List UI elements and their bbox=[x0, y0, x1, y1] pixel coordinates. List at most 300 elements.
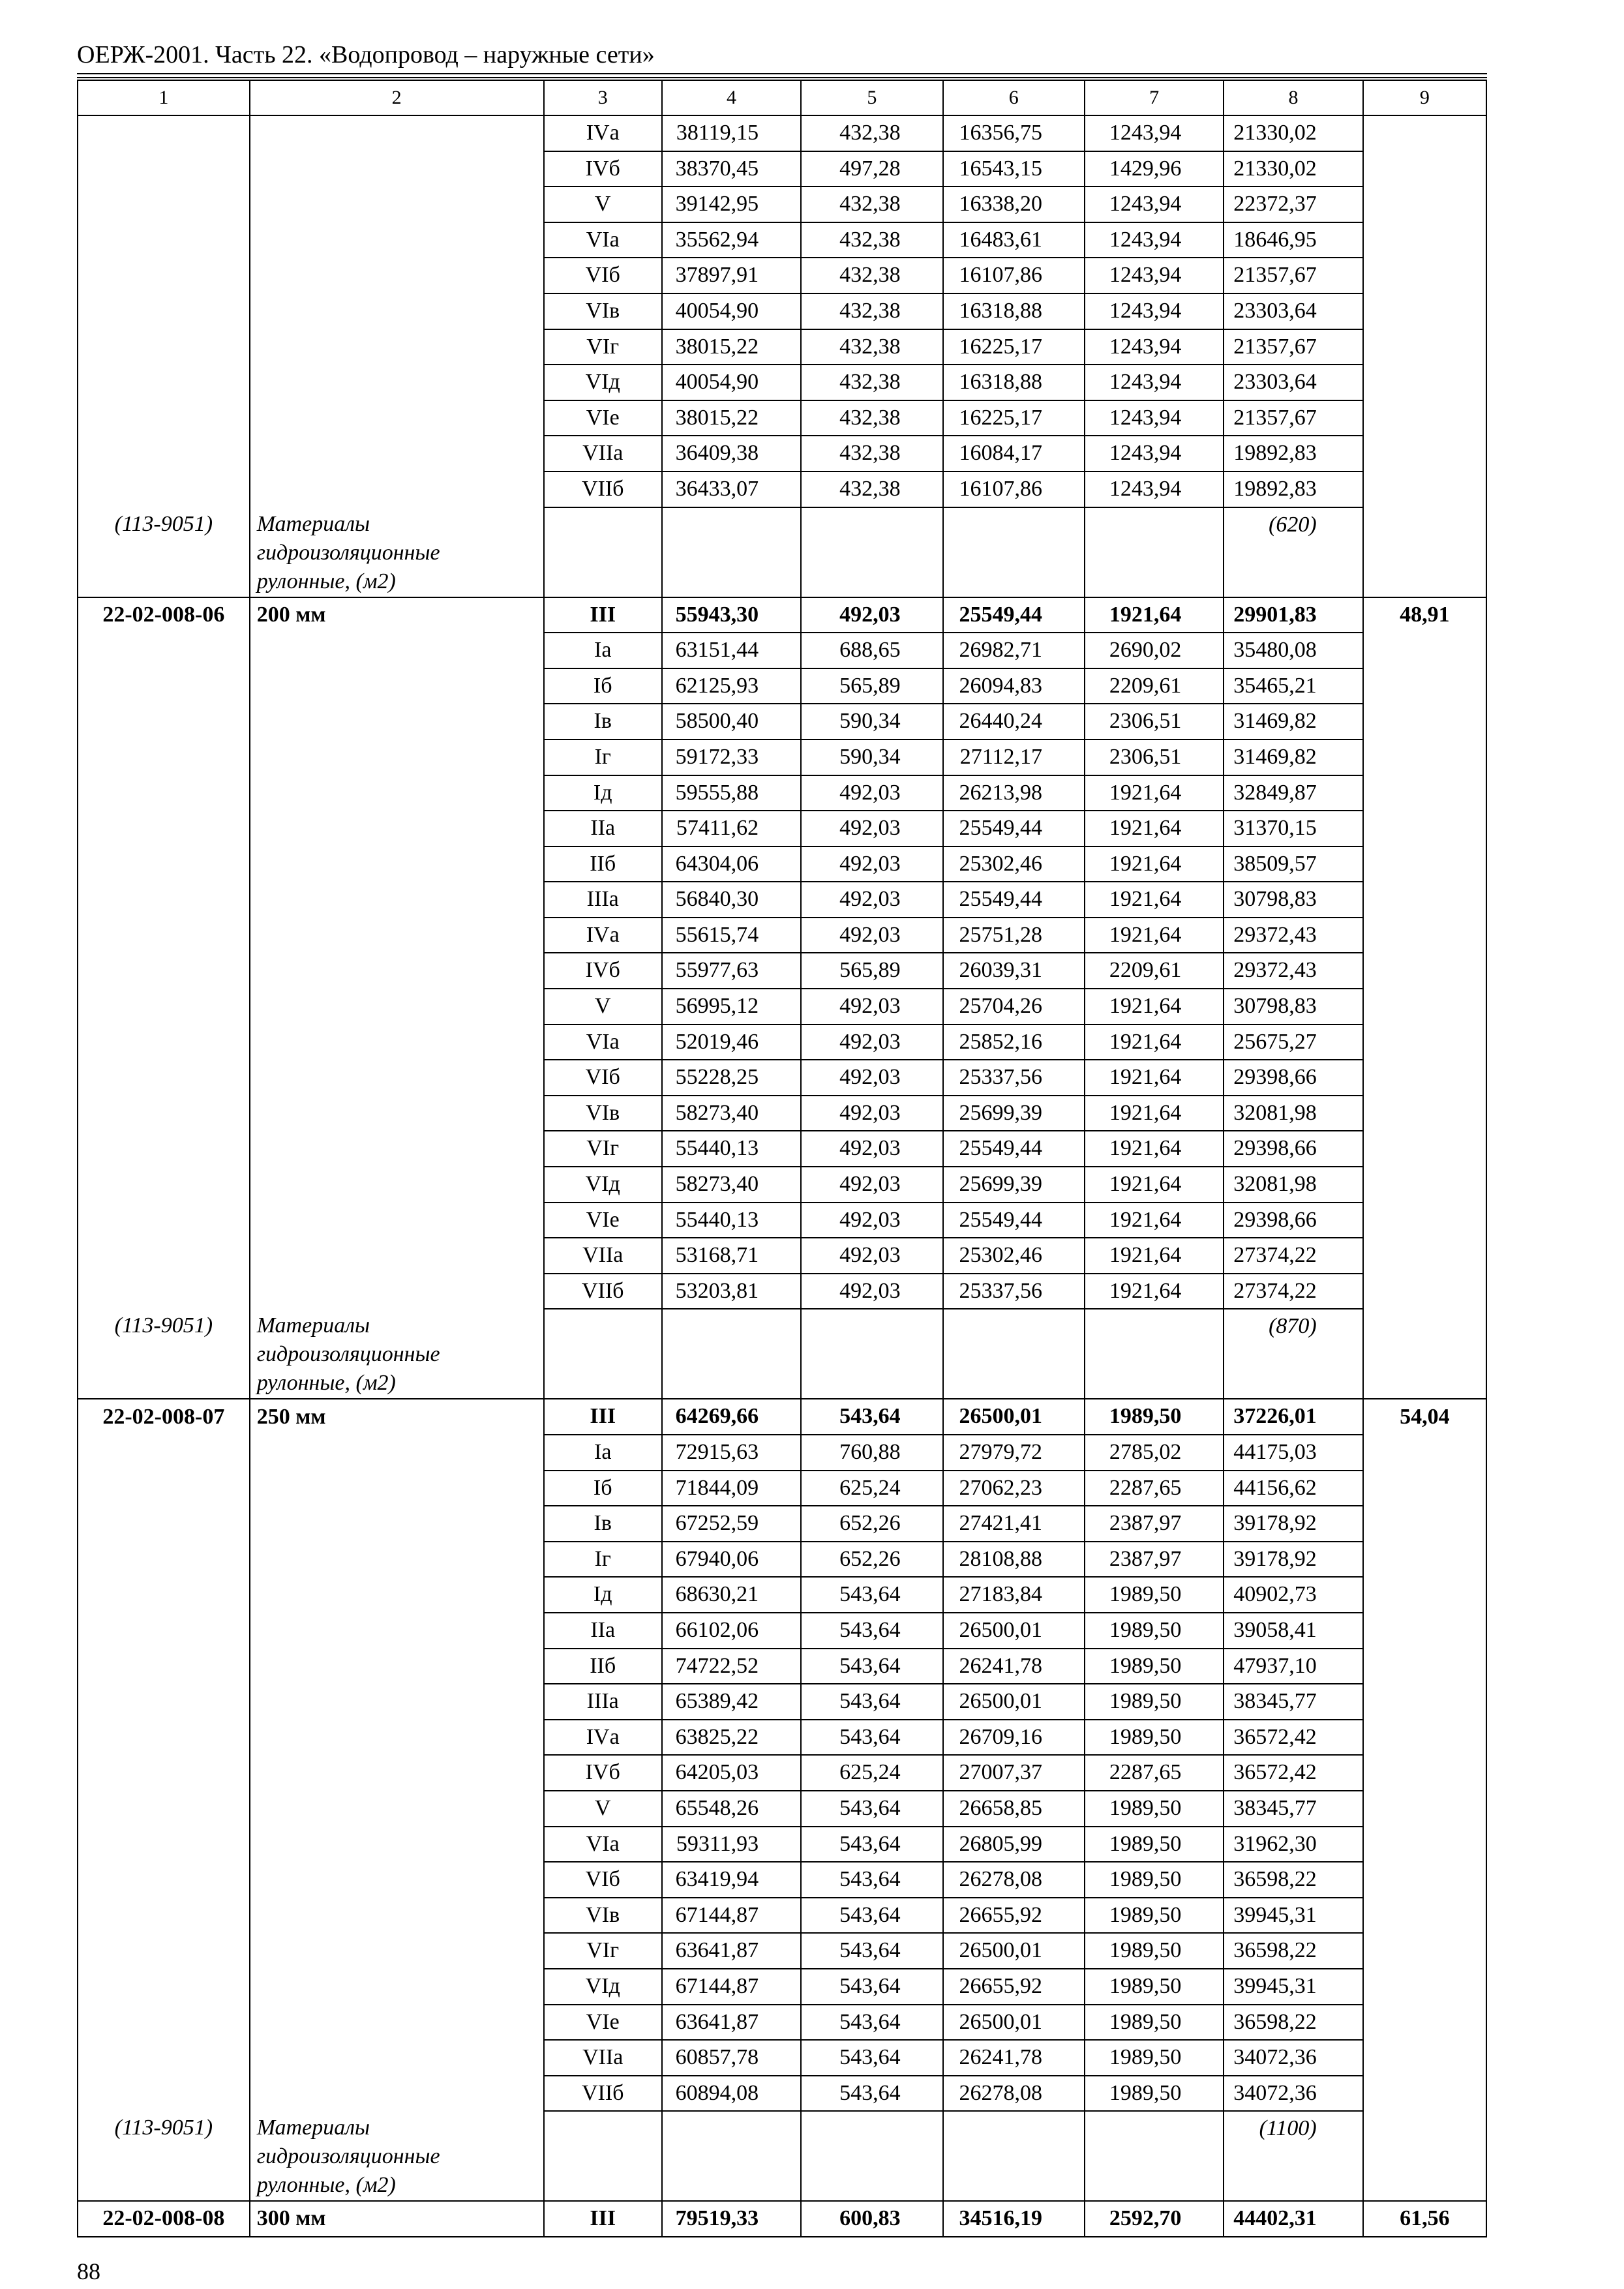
labor-cell bbox=[1363, 1577, 1486, 1613]
empty-cell bbox=[662, 2111, 801, 2201]
rate-name-cell bbox=[250, 882, 544, 918]
rate-code-cell bbox=[78, 1506, 250, 1542]
materials-cell: 38509,57 bbox=[1224, 846, 1362, 882]
total-cost-cell: 63151,44 bbox=[662, 633, 801, 668]
machines-cell: 25549,44 bbox=[943, 1131, 1085, 1167]
rate-code-cell bbox=[78, 1542, 250, 1578]
machines-cell: 16225,17 bbox=[943, 400, 1085, 436]
machines-cell: 26658,85 bbox=[943, 1791, 1085, 1827]
table-row bbox=[78, 597, 1486, 633]
zone-cell: III bbox=[544, 1399, 662, 1435]
column-header-7: 7 bbox=[1085, 80, 1224, 115]
total-cost-cell: 55615,74 bbox=[662, 918, 801, 953]
materials-cell: 27374,22 bbox=[1224, 1238, 1362, 1274]
rate-name-cell bbox=[250, 365, 544, 400]
rate-name-cell bbox=[250, 2076, 544, 2112]
table-row bbox=[78, 1025, 1486, 1060]
wages-cell: 543,64 bbox=[801, 2040, 942, 2076]
total-cost-cell: 53168,71 bbox=[662, 1238, 801, 1274]
total-cost-cell: 67144,87 bbox=[662, 1898, 801, 1934]
machine-wages-cell: 1921,64 bbox=[1085, 918, 1224, 953]
labor-cell bbox=[1363, 668, 1486, 704]
table-row bbox=[78, 2005, 1486, 2041]
materials-cell: 36598,22 bbox=[1224, 1933, 1362, 1969]
table-row bbox=[78, 1203, 1486, 1238]
labor-cell bbox=[1363, 2005, 1486, 2041]
machines-cell: 26500,01 bbox=[943, 1933, 1085, 1969]
materials-cell: 37226,01 bbox=[1224, 1399, 1362, 1435]
zone-cell: VIа bbox=[544, 222, 662, 258]
rate-code-cell bbox=[78, 1203, 250, 1238]
materials-cell: 39945,31 bbox=[1224, 1898, 1362, 1934]
machine-wages-cell: 1989,50 bbox=[1085, 1577, 1224, 1613]
machine-wages-cell: 1921,64 bbox=[1085, 1131, 1224, 1167]
materials-cell: 35465,21 bbox=[1224, 668, 1362, 704]
wages-cell: 688,65 bbox=[801, 633, 942, 668]
zone-cell: IIIа bbox=[544, 882, 662, 918]
material-amount-cell: (1100) bbox=[1224, 2111, 1362, 2201]
machine-wages-cell: 1989,50 bbox=[1085, 2076, 1224, 2112]
machines-cell: 16107,86 bbox=[943, 258, 1085, 293]
total-cost-cell: 68630,21 bbox=[662, 1577, 801, 1613]
materials-cell: 38345,77 bbox=[1224, 1684, 1362, 1720]
labor-cell bbox=[1363, 2040, 1486, 2076]
labor-cell bbox=[1363, 1435, 1486, 1471]
rate-name-cell bbox=[250, 953, 544, 989]
total-cost-cell: 38015,22 bbox=[662, 400, 801, 436]
machine-wages-cell: 2209,61 bbox=[1085, 668, 1224, 704]
rate-code-cell bbox=[78, 811, 250, 846]
wages-cell: 492,03 bbox=[801, 1203, 942, 1238]
materials-cell: 39058,41 bbox=[1224, 1613, 1362, 1649]
machine-wages-cell: 2592,70 bbox=[1085, 2201, 1224, 2237]
rate-code-cell bbox=[78, 1060, 250, 1096]
labor-cell bbox=[1363, 329, 1486, 365]
total-cost-cell: 59172,33 bbox=[662, 740, 801, 775]
rate-name-cell bbox=[250, 2005, 544, 2041]
wages-cell: 565,89 bbox=[801, 953, 942, 989]
wages-cell: 492,03 bbox=[801, 775, 942, 811]
wages-cell: 432,38 bbox=[801, 258, 942, 293]
total-cost-cell: 57411,62 bbox=[662, 811, 801, 846]
zone-cell: Iб bbox=[544, 1471, 662, 1506]
labor-cell bbox=[1363, 1613, 1486, 1649]
zone-cell: VIIб bbox=[544, 2076, 662, 2112]
column-header-9: 9 bbox=[1363, 80, 1486, 115]
total-cost-cell: 40054,90 bbox=[662, 293, 801, 329]
material-amount-cell: (870) bbox=[1224, 1309, 1362, 1399]
table-row bbox=[78, 1506, 1486, 1542]
total-cost-cell: 58500,40 bbox=[662, 704, 801, 740]
machines-cell: 27979,72 bbox=[943, 1435, 1085, 1471]
materials-cell: 29372,43 bbox=[1224, 953, 1362, 989]
rate-name-cell bbox=[250, 1167, 544, 1203]
rate-code-cell bbox=[78, 400, 250, 436]
machines-cell: 25549,44 bbox=[943, 1203, 1085, 1238]
zone-cell: IVб bbox=[544, 953, 662, 989]
table-row bbox=[78, 115, 1486, 151]
labor-cell bbox=[1363, 989, 1486, 1025]
total-cost-cell: 55440,13 bbox=[662, 1131, 801, 1167]
rate-name-cell bbox=[250, 329, 544, 365]
machines-cell: 25549,44 bbox=[943, 882, 1085, 918]
wages-cell: 492,03 bbox=[801, 1238, 942, 1274]
total-cost-cell: 58273,40 bbox=[662, 1096, 801, 1131]
rate-code-cell bbox=[78, 740, 250, 775]
labor-cell bbox=[1363, 775, 1486, 811]
wages-cell: 492,03 bbox=[801, 846, 942, 882]
labor-cell bbox=[1363, 1827, 1486, 1863]
machines-cell: 26241,78 bbox=[943, 2040, 1085, 2076]
total-cost-cell: 64205,03 bbox=[662, 1755, 801, 1791]
rate-code-cell bbox=[78, 953, 250, 989]
wages-cell: 625,24 bbox=[801, 1471, 942, 1506]
machines-cell: 25751,28 bbox=[943, 918, 1085, 953]
machine-wages-cell: 1243,94 bbox=[1085, 471, 1224, 507]
rate-code-cell bbox=[78, 1720, 250, 1756]
machines-cell: 16107,86 bbox=[943, 471, 1085, 507]
table-row bbox=[78, 1969, 1486, 2005]
material-note-row bbox=[78, 507, 1486, 597]
wages-cell: 492,03 bbox=[801, 1025, 942, 1060]
table-row bbox=[78, 1167, 1486, 1203]
machines-cell: 26039,31 bbox=[943, 953, 1085, 989]
rate-name-cell bbox=[250, 1238, 544, 1274]
zone-cell: Iа bbox=[544, 633, 662, 668]
rate-name-cell bbox=[250, 400, 544, 436]
labor-cell bbox=[1363, 1203, 1486, 1238]
rate-name-cell bbox=[250, 151, 544, 187]
table-row bbox=[78, 1649, 1486, 1684]
labor-cell bbox=[1363, 1471, 1486, 1506]
zone-cell: VIб bbox=[544, 1060, 662, 1096]
empty-cell bbox=[943, 1309, 1085, 1399]
rate-name-cell bbox=[250, 115, 544, 151]
labor-cell bbox=[1363, 1755, 1486, 1791]
table-body bbox=[78, 80, 1486, 2237]
table-row bbox=[78, 329, 1486, 365]
empty-cell bbox=[943, 2111, 1085, 2201]
machines-cell: 25302,46 bbox=[943, 1238, 1085, 1274]
column-header-1: 1 bbox=[78, 80, 250, 115]
wages-cell: 432,38 bbox=[801, 222, 942, 258]
labor-cell bbox=[1363, 846, 1486, 882]
zone-cell: VIг bbox=[544, 1933, 662, 1969]
total-cost-cell: 56840,30 bbox=[662, 882, 801, 918]
zone-cell: IVб bbox=[544, 1755, 662, 1791]
table-row bbox=[78, 187, 1486, 222]
zone-cell: Iб bbox=[544, 668, 662, 704]
zone-cell: VIд bbox=[544, 365, 662, 400]
table-row bbox=[78, 846, 1486, 882]
zone-cell: IIа bbox=[544, 811, 662, 846]
total-cost-cell: 38015,22 bbox=[662, 329, 801, 365]
labor-cell bbox=[1363, 151, 1486, 187]
machine-wages-cell: 1429,96 bbox=[1085, 151, 1224, 187]
table-row bbox=[78, 1933, 1486, 1969]
zone-cell: Iг bbox=[544, 740, 662, 775]
labor-cell: 61,56 bbox=[1363, 2201, 1486, 2237]
rate-code-cell bbox=[78, 1274, 250, 1309]
materials-cell: 34072,36 bbox=[1224, 2040, 1362, 2076]
materials-cell: 30798,83 bbox=[1224, 989, 1362, 1025]
materials-cell: 31370,15 bbox=[1224, 811, 1362, 846]
wages-cell: 590,34 bbox=[801, 740, 942, 775]
table-row bbox=[78, 633, 1486, 668]
materials-cell: 36572,42 bbox=[1224, 1755, 1362, 1791]
machine-wages-cell: 2209,61 bbox=[1085, 953, 1224, 989]
table-row bbox=[78, 1827, 1486, 1863]
total-cost-cell: 36433,07 bbox=[662, 471, 801, 507]
zone-cell: Iв bbox=[544, 1506, 662, 1542]
machine-wages-cell: 2387,97 bbox=[1085, 1506, 1224, 1542]
materials-cell: 29372,43 bbox=[1224, 918, 1362, 953]
rate-code-cell bbox=[78, 1471, 250, 1506]
rate-name-cell bbox=[250, 1542, 544, 1578]
zone-cell: Iг bbox=[544, 1542, 662, 1578]
table-row bbox=[78, 2201, 1486, 2237]
wages-cell: 492,03 bbox=[801, 1131, 942, 1167]
wages-cell: 432,38 bbox=[801, 187, 942, 222]
labor-cell bbox=[1363, 918, 1486, 953]
wages-cell: 432,38 bbox=[801, 471, 942, 507]
table-row bbox=[78, 365, 1486, 400]
labor-cell bbox=[1363, 1096, 1486, 1131]
wages-cell: 543,64 bbox=[801, 1684, 942, 1720]
wages-cell: 492,03 bbox=[801, 1274, 942, 1309]
machines-cell: 25337,56 bbox=[943, 1274, 1085, 1309]
column-header-6: 6 bbox=[943, 80, 1085, 115]
zone-cell: VIIб bbox=[544, 1274, 662, 1309]
column-header-8: 8 bbox=[1224, 80, 1362, 115]
zone-cell: VIIа bbox=[544, 436, 662, 471]
rate-code-cell: 22-02-008-08 bbox=[78, 2201, 250, 2237]
wages-cell: 565,89 bbox=[801, 668, 942, 704]
wages-cell: 492,03 bbox=[801, 1096, 942, 1131]
rate-code-cell bbox=[78, 704, 250, 740]
empty-cell bbox=[1363, 2111, 1486, 2201]
table-row bbox=[78, 436, 1486, 471]
total-cost-cell: 38370,45 bbox=[662, 151, 801, 187]
labor-cell bbox=[1363, 1506, 1486, 1542]
materials-cell: 30798,83 bbox=[1224, 882, 1362, 918]
machines-cell: 27062,23 bbox=[943, 1471, 1085, 1506]
materials-cell: 23303,64 bbox=[1224, 365, 1362, 400]
materials-cell: 19892,83 bbox=[1224, 471, 1362, 507]
table-row bbox=[78, 953, 1486, 989]
machine-wages-cell: 1243,94 bbox=[1085, 293, 1224, 329]
machines-cell: 16318,88 bbox=[943, 365, 1085, 400]
total-cost-cell: 58273,40 bbox=[662, 1167, 801, 1203]
rate-name-cell bbox=[250, 1131, 544, 1167]
materials-cell: 44402,31 bbox=[1224, 2201, 1362, 2237]
rate-name-cell bbox=[250, 258, 544, 293]
machine-wages-cell: 2387,97 bbox=[1085, 1542, 1224, 1578]
total-cost-cell: 36409,38 bbox=[662, 436, 801, 471]
total-cost-cell: 63641,87 bbox=[662, 1933, 801, 1969]
rate-code-cell bbox=[78, 2005, 250, 2041]
rate-name-cell bbox=[250, 1096, 544, 1131]
materials-cell: 36572,42 bbox=[1224, 1720, 1362, 1756]
total-cost-cell: 39142,95 bbox=[662, 187, 801, 222]
rate-name-cell: 200 мм bbox=[250, 597, 544, 633]
zone-cell: VIа bbox=[544, 1827, 662, 1863]
total-cost-cell: 55440,13 bbox=[662, 1203, 801, 1238]
materials-cell: 39945,31 bbox=[1224, 1969, 1362, 2005]
rate-code-cell bbox=[78, 115, 250, 151]
wages-cell: 492,03 bbox=[801, 918, 942, 953]
labor-cell bbox=[1363, 1167, 1486, 1203]
total-cost-cell: 55228,25 bbox=[662, 1060, 801, 1096]
labor-cell bbox=[1363, 1542, 1486, 1578]
labor-cell bbox=[1363, 740, 1486, 775]
machine-wages-cell: 1989,50 bbox=[1085, 1720, 1224, 1756]
rate-name-cell bbox=[250, 1720, 544, 1756]
wages-cell: 497,28 bbox=[801, 151, 942, 187]
table-row bbox=[78, 1791, 1486, 1827]
labor-cell bbox=[1363, 1131, 1486, 1167]
table-row bbox=[78, 989, 1486, 1025]
zone-cell: III bbox=[544, 597, 662, 633]
table-row bbox=[78, 704, 1486, 740]
wages-cell: 543,64 bbox=[801, 1613, 942, 1649]
zone-cell: V bbox=[544, 1791, 662, 1827]
table-row bbox=[78, 1274, 1486, 1309]
rate-code-cell bbox=[78, 1025, 250, 1060]
rate-code-cell bbox=[78, 293, 250, 329]
rate-name-cell bbox=[250, 918, 544, 953]
total-cost-cell: 64304,06 bbox=[662, 846, 801, 882]
materials-cell: 35480,08 bbox=[1224, 633, 1362, 668]
rate-code-cell bbox=[78, 258, 250, 293]
zone-cell: IVа bbox=[544, 918, 662, 953]
rate-name-cell bbox=[250, 633, 544, 668]
table-row bbox=[78, 2040, 1486, 2076]
wages-cell: 432,38 bbox=[801, 293, 942, 329]
rate-code-cell bbox=[78, 471, 250, 507]
rate-code-cell bbox=[78, 1435, 250, 1471]
material-name-cell: Материалы гидроизоляционные рулонные, (м2) bbox=[250, 2111, 544, 2201]
wages-cell: 432,38 bbox=[801, 329, 942, 365]
rate-name-cell bbox=[250, 704, 544, 740]
materials-cell: 29398,66 bbox=[1224, 1203, 1362, 1238]
machine-wages-cell: 1243,94 bbox=[1085, 365, 1224, 400]
zone-cell: IIб bbox=[544, 846, 662, 882]
table-row bbox=[78, 1720, 1486, 1756]
machine-wages-cell: 1243,94 bbox=[1085, 400, 1224, 436]
rate-name-cell bbox=[250, 1203, 544, 1238]
table-row bbox=[78, 1471, 1486, 1506]
zone-cell: VIIа bbox=[544, 2040, 662, 2076]
rate-name-cell: 250 мм bbox=[250, 1399, 544, 1435]
table-row bbox=[78, 1684, 1486, 1720]
labor-cell bbox=[1363, 1684, 1486, 1720]
materials-cell: 31469,82 bbox=[1224, 704, 1362, 740]
materials-cell: 36598,22 bbox=[1224, 2005, 1362, 2041]
rate-code-cell bbox=[78, 1131, 250, 1167]
labor-cell bbox=[1363, 436, 1486, 471]
empty-cell bbox=[1363, 507, 1486, 597]
rate-name-cell bbox=[250, 1755, 544, 1791]
machines-cell: 25699,39 bbox=[943, 1167, 1085, 1203]
rate-code-cell bbox=[78, 989, 250, 1025]
empty-cell bbox=[1363, 1309, 1486, 1399]
column-header-3: 3 bbox=[544, 80, 662, 115]
total-cost-cell: 63825,22 bbox=[662, 1720, 801, 1756]
table-row bbox=[78, 258, 1486, 293]
machine-wages-cell: 2287,65 bbox=[1085, 1755, 1224, 1791]
rate-name-cell bbox=[250, 1649, 544, 1684]
empty-cell bbox=[544, 2111, 662, 2201]
materials-cell: 22372,37 bbox=[1224, 187, 1362, 222]
total-cost-cell: 55977,63 bbox=[662, 953, 801, 989]
machines-cell: 26500,01 bbox=[943, 2005, 1085, 2041]
wages-cell: 543,64 bbox=[801, 2005, 942, 2041]
machines-cell: 26655,92 bbox=[943, 1969, 1085, 2005]
machines-cell: 26709,16 bbox=[943, 1720, 1085, 1756]
empty-cell bbox=[544, 1309, 662, 1399]
materials-cell: 21357,67 bbox=[1224, 258, 1362, 293]
rate-name-cell bbox=[250, 1274, 544, 1309]
empty-cell bbox=[1085, 507, 1224, 597]
machines-cell: 34516,19 bbox=[943, 2201, 1085, 2237]
materials-cell: 23303,64 bbox=[1224, 293, 1362, 329]
labor-cell bbox=[1363, 1060, 1486, 1096]
rate-name-cell bbox=[250, 1933, 544, 1969]
total-cost-cell: 67940,06 bbox=[662, 1542, 801, 1578]
materials-cell: 21357,67 bbox=[1224, 400, 1362, 436]
empty-cell bbox=[801, 1309, 942, 1399]
wages-cell: 543,64 bbox=[801, 1862, 942, 1898]
zone-cell: VIе bbox=[544, 2005, 662, 2041]
materials-cell: 34072,36 bbox=[1224, 2076, 1362, 2112]
rate-code-cell bbox=[78, 882, 250, 918]
zone-cell: VIб bbox=[544, 258, 662, 293]
labor-cell bbox=[1363, 1898, 1486, 1934]
empty-cell bbox=[662, 507, 801, 597]
rate-code-cell bbox=[78, 1238, 250, 1274]
column-header-4: 4 bbox=[662, 80, 801, 115]
machine-wages-cell: 1989,50 bbox=[1085, 2040, 1224, 2076]
total-cost-cell: 59311,93 bbox=[662, 1827, 801, 1863]
zone-cell: IIб bbox=[544, 1649, 662, 1684]
rate-code-cell bbox=[78, 2076, 250, 2112]
wages-cell: 760,88 bbox=[801, 1435, 942, 1471]
rate-code-cell bbox=[78, 1684, 250, 1720]
machine-wages-cell: 2785,02 bbox=[1085, 1435, 1224, 1471]
rate-code-cell bbox=[78, 2040, 250, 2076]
table-row bbox=[78, 1399, 1486, 1435]
labor-cell bbox=[1363, 2076, 1486, 2112]
machine-wages-cell: 1989,50 bbox=[1085, 1399, 1224, 1435]
machine-wages-cell: 1243,94 bbox=[1085, 436, 1224, 471]
wages-cell: 492,03 bbox=[801, 1167, 942, 1203]
zone-cell: VIе bbox=[544, 1203, 662, 1238]
wages-cell: 543,64 bbox=[801, 1649, 942, 1684]
total-cost-cell: 65548,26 bbox=[662, 1791, 801, 1827]
table-row bbox=[78, 1755, 1486, 1791]
total-cost-cell: 59555,88 bbox=[662, 775, 801, 811]
labor-cell bbox=[1363, 400, 1486, 436]
wages-cell: 625,24 bbox=[801, 1755, 942, 1791]
materials-cell: 29901,83 bbox=[1224, 597, 1362, 633]
zone-cell: VIе bbox=[544, 400, 662, 436]
machine-wages-cell: 1989,50 bbox=[1085, 1898, 1224, 1934]
rate-code-cell bbox=[78, 775, 250, 811]
machine-wages-cell: 2306,51 bbox=[1085, 740, 1224, 775]
labor-cell bbox=[1363, 1969, 1486, 2005]
rate-name-cell bbox=[250, 2040, 544, 2076]
